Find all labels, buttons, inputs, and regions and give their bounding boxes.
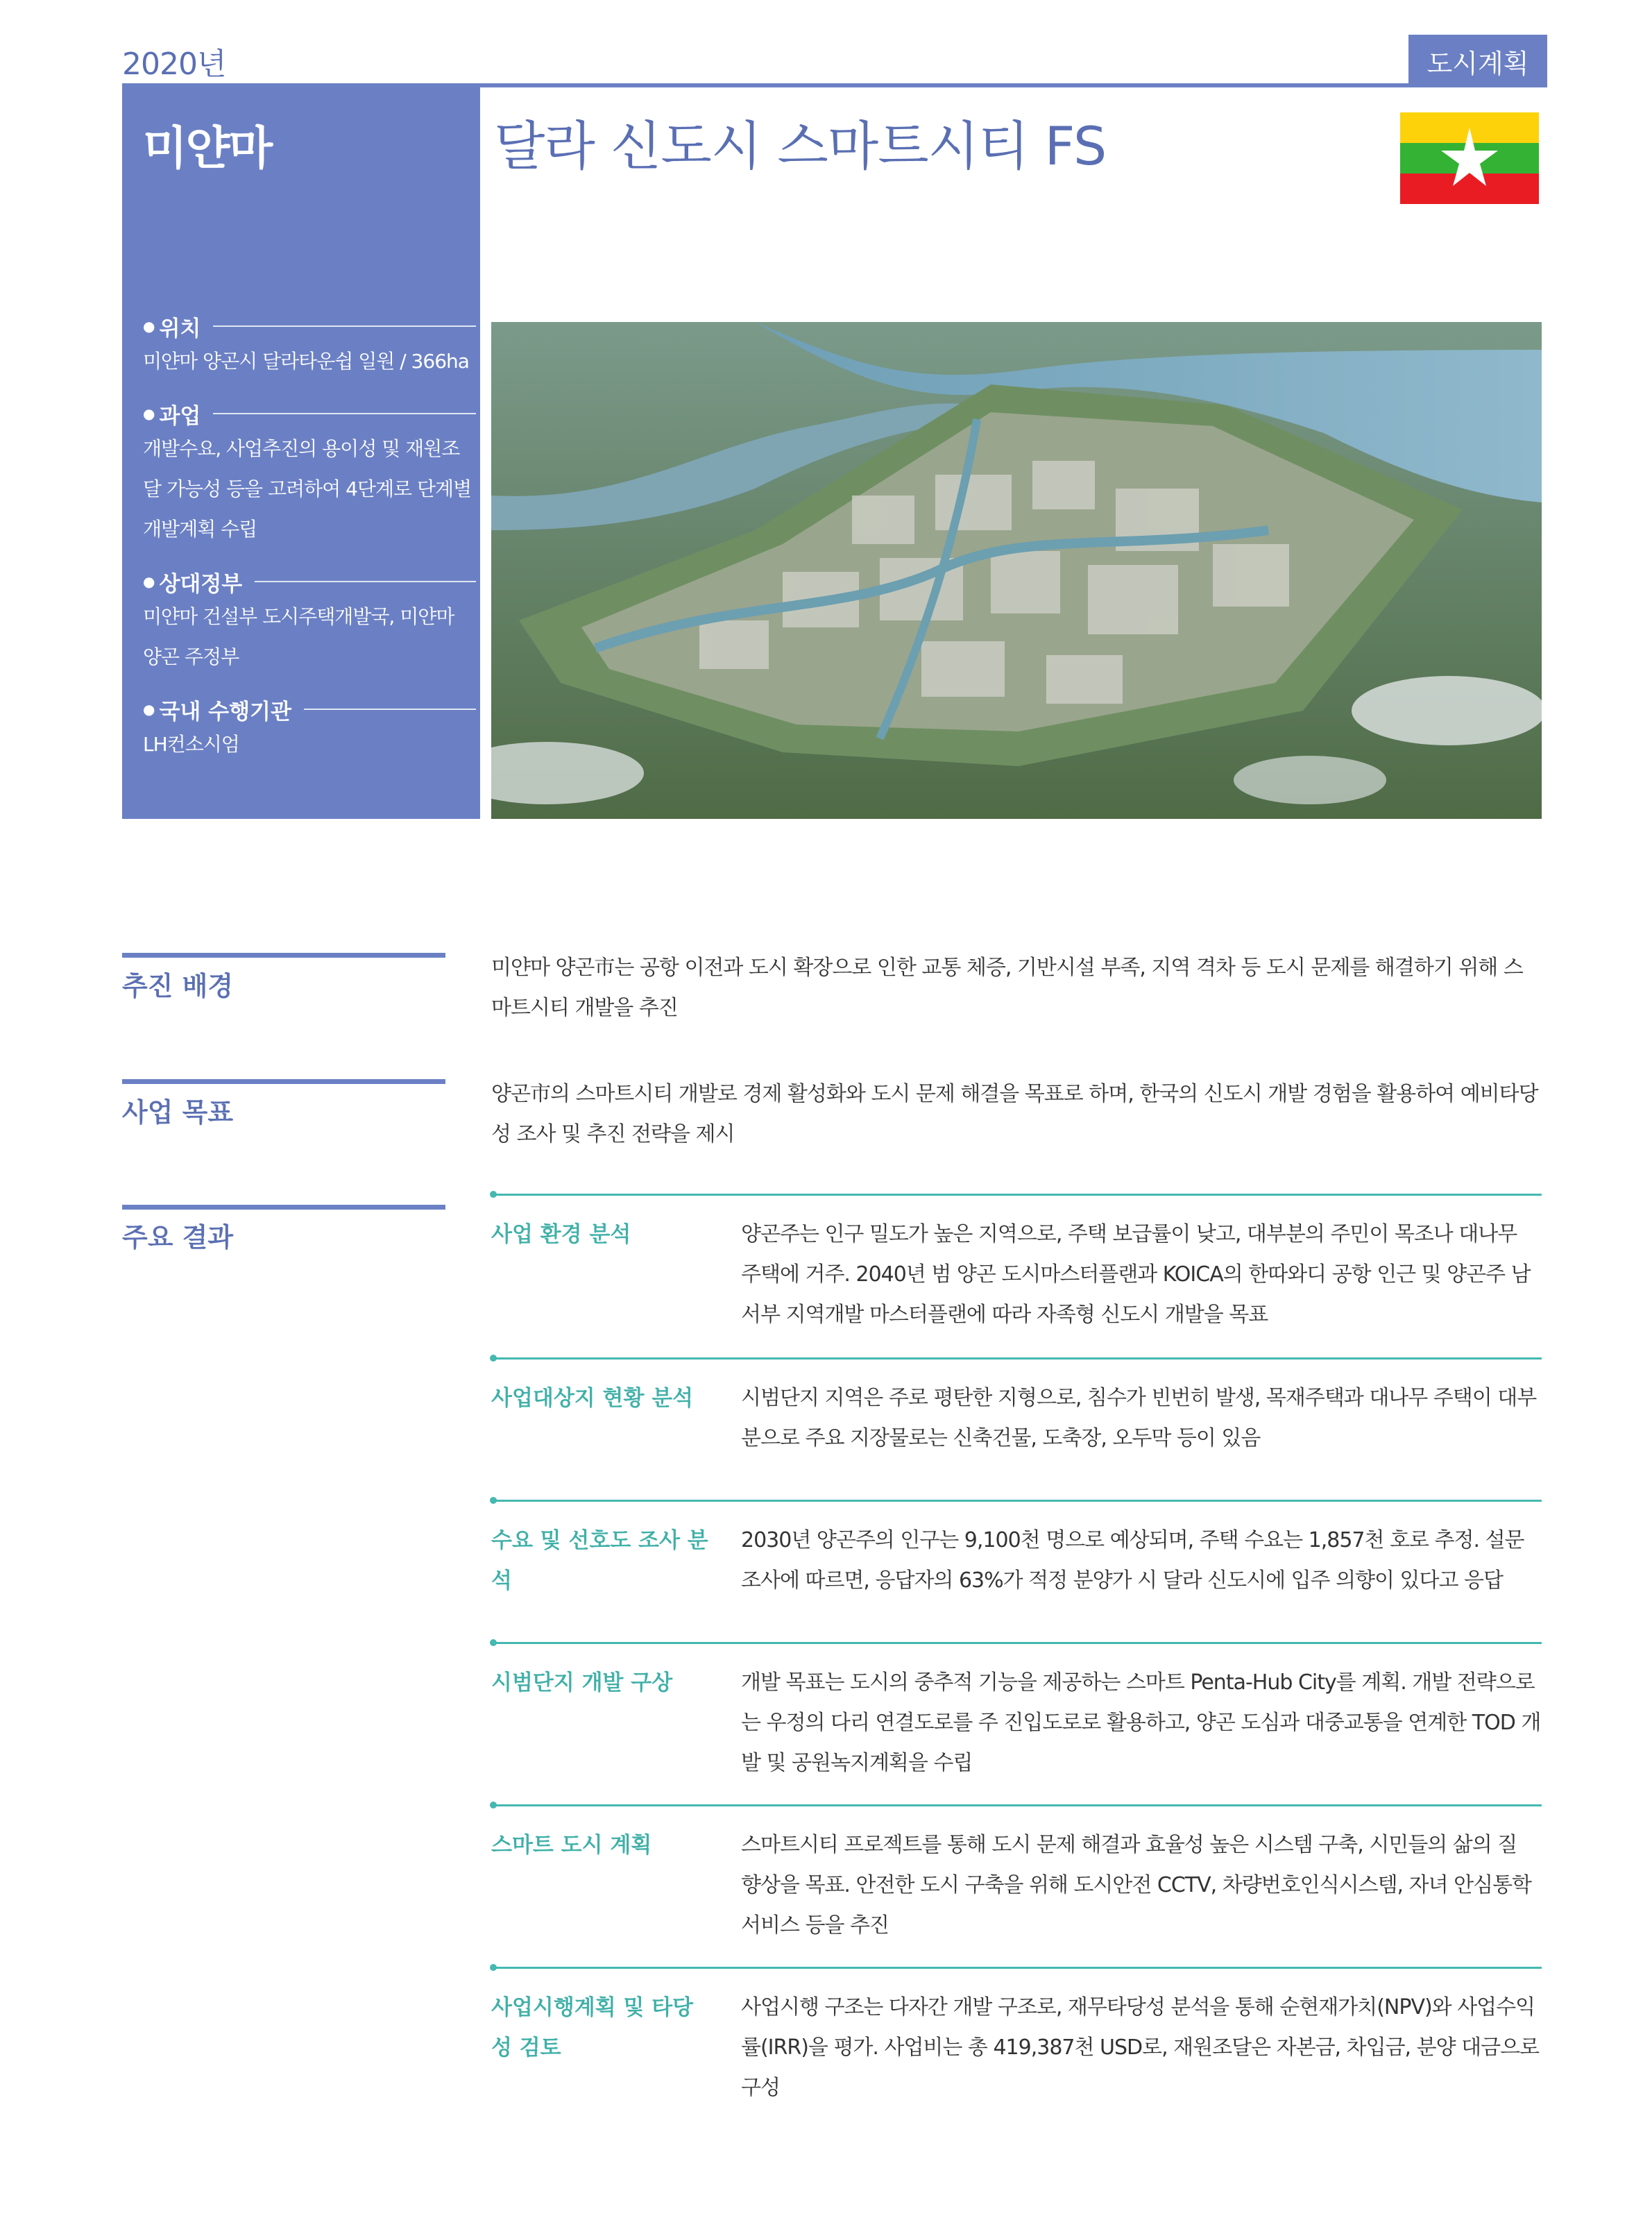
bullet-icon: ● (143, 701, 155, 718)
result-label: 사업 환경 분석 (491, 1222, 631, 1247)
result-label: 수요 및 선호도 조사 분석 (491, 1528, 708, 1593)
project-info-list (143, 311, 476, 781)
category-badge: 도시계획 (1408, 35, 1547, 87)
section-label-results: 주요 결과 (122, 1222, 234, 1253)
info-label: 과업 (159, 403, 201, 429)
background-text: 미얀마 양곤市는 공항 이전과 도시 확장으로 인한 교통 체증, 기반시설 부족, 지역 격차 등 도시 문제를 해결하기 위해 스마트시티 개발을 추진 (491, 956, 1523, 1020)
year-label: 2020년 (122, 46, 226, 82)
info-value: 미얀마 양곤시 달라타운쉽 일원 / 366ha (143, 350, 469, 373)
aerial-city-rendering (491, 322, 1542, 819)
bullet-icon: ● (143, 405, 155, 422)
bullet-icon: ● (143, 318, 155, 334)
result-text: 시범단지 지역은 주로 평탄한 지형으로, 침수가 빈번히 발생, 목재주택과 대나무 주택이 대부분으로 주요 지장물로는 신축건물, 도축장, 오두막 등이 있음 (741, 1386, 1537, 1450)
result-divider (491, 1642, 1542, 1644)
result-text: 스마트시티 프로젝트를 통해 도시 문제 해결과 효율성 높은 시스템 구축, 시민들의 삶의 질 향상을 목표. 안전한 도시 구축을 위해 도시안전 CCTV, 차량번호인식시스템, 자녀 안심통학 서비스 등을 추진 (741, 1833, 1532, 1938)
result-label: 사업대상지 현황 분석 (491, 1386, 694, 1411)
result-divider (491, 1804, 1542, 1806)
goal-text: 양곤市의 스마트시티 개발로 경제 활성화와 도시 문제 해결을 목표로 하며, 한국의 신도시 개발 경험을 활용하여 예비타당성 조사 및 추진 전략을 제시 (491, 1082, 1538, 1146)
result-divider (491, 1194, 1542, 1196)
info-label: 위치 (159, 316, 201, 341)
section-divider (122, 953, 445, 958)
result-label: 시범단지 개발 구상 (491, 1670, 673, 1695)
section-divider (122, 1079, 445, 1084)
info-label: 국내 수행기관 (159, 699, 291, 725)
result-text: 양곤주는 인구 밀도가 높은 지역으로, 주택 보급률이 낮고, 대부분의 주민이 목조나 대나무 주택에 거주. 2040년 범 양곤 도시마스터플랜과 KOICA의 한따와디 공항 인근 및 양곤주 남서부 지역개발 마스터플랜에 따라 자족형 신도시 개발을 목표 (741, 1222, 1531, 1327)
myanmar-flag-icon (1400, 112, 1539, 204)
result-divider (491, 1357, 1542, 1360)
section-label-background: 추진 배경 (122, 971, 234, 1001)
result-text: 2030년 양곤주의 인구는 9,100천 명으로 예상되며, 주택 수요는 1,857천 호로 추정. 설문조사에 따르면, 응답자의 63%가 적정 분양가 시 달라 신도시에 입주 의향이 있다고 응답 (741, 1528, 1524, 1593)
result-label: 사업시행계획 및 타당성 검토 (491, 1995, 694, 2060)
info-location (143, 311, 476, 382)
bullet-icon: ● (143, 573, 155, 590)
result-divider (491, 1967, 1542, 1969)
info-label: 상대정부 (159, 571, 243, 597)
info-counterpart (143, 566, 476, 677)
info-sidebar (122, 87, 480, 819)
result-divider (491, 1500, 1542, 1502)
info-value: 개발수요, 사업추진의 용이성 및 재원조달 가능성 등을 고려하여 4단계로 단계별 개발계획 수립 (143, 437, 472, 541)
info-value: 미얀마 건설부 도시주택개발국, 미얀마 양곤 주정부 (143, 605, 454, 668)
info-contractor (143, 694, 476, 765)
country-name: 미얀마 (143, 121, 272, 175)
info-task (143, 398, 476, 550)
result-text: 사업시행 구조는 다자간 개발 구조로, 재무타당성 분석을 통해 순현재가치(NPV)와 사업수익률(IRR)을 평가. 사업비는 총 419,387천 USD로, 재원조달은 자본금, 차입금, 분양 대금으로 구성 (741, 1995, 1540, 2100)
info-value: LH컨소시엄 (143, 733, 239, 756)
section-divider (122, 1205, 445, 1210)
result-text: 개발 목표는 도시의 중추적 기능을 제공하는 스마트 Penta-Hub City를 계획. 개발 전략으로는 우정의 다리 연결도로를 주 진입도로로 활용하고, 양곤 도심과 대중교통을 연계한 TOD 개발 및 공원녹지계획을 수립 (741, 1670, 1541, 1775)
result-label: 스마트 도시 계획 (491, 1833, 652, 1858)
page-title: 달라 신도시 스마트시티 FS (494, 115, 1107, 177)
section-label-goal: 사업 목표 (122, 1097, 234, 1128)
